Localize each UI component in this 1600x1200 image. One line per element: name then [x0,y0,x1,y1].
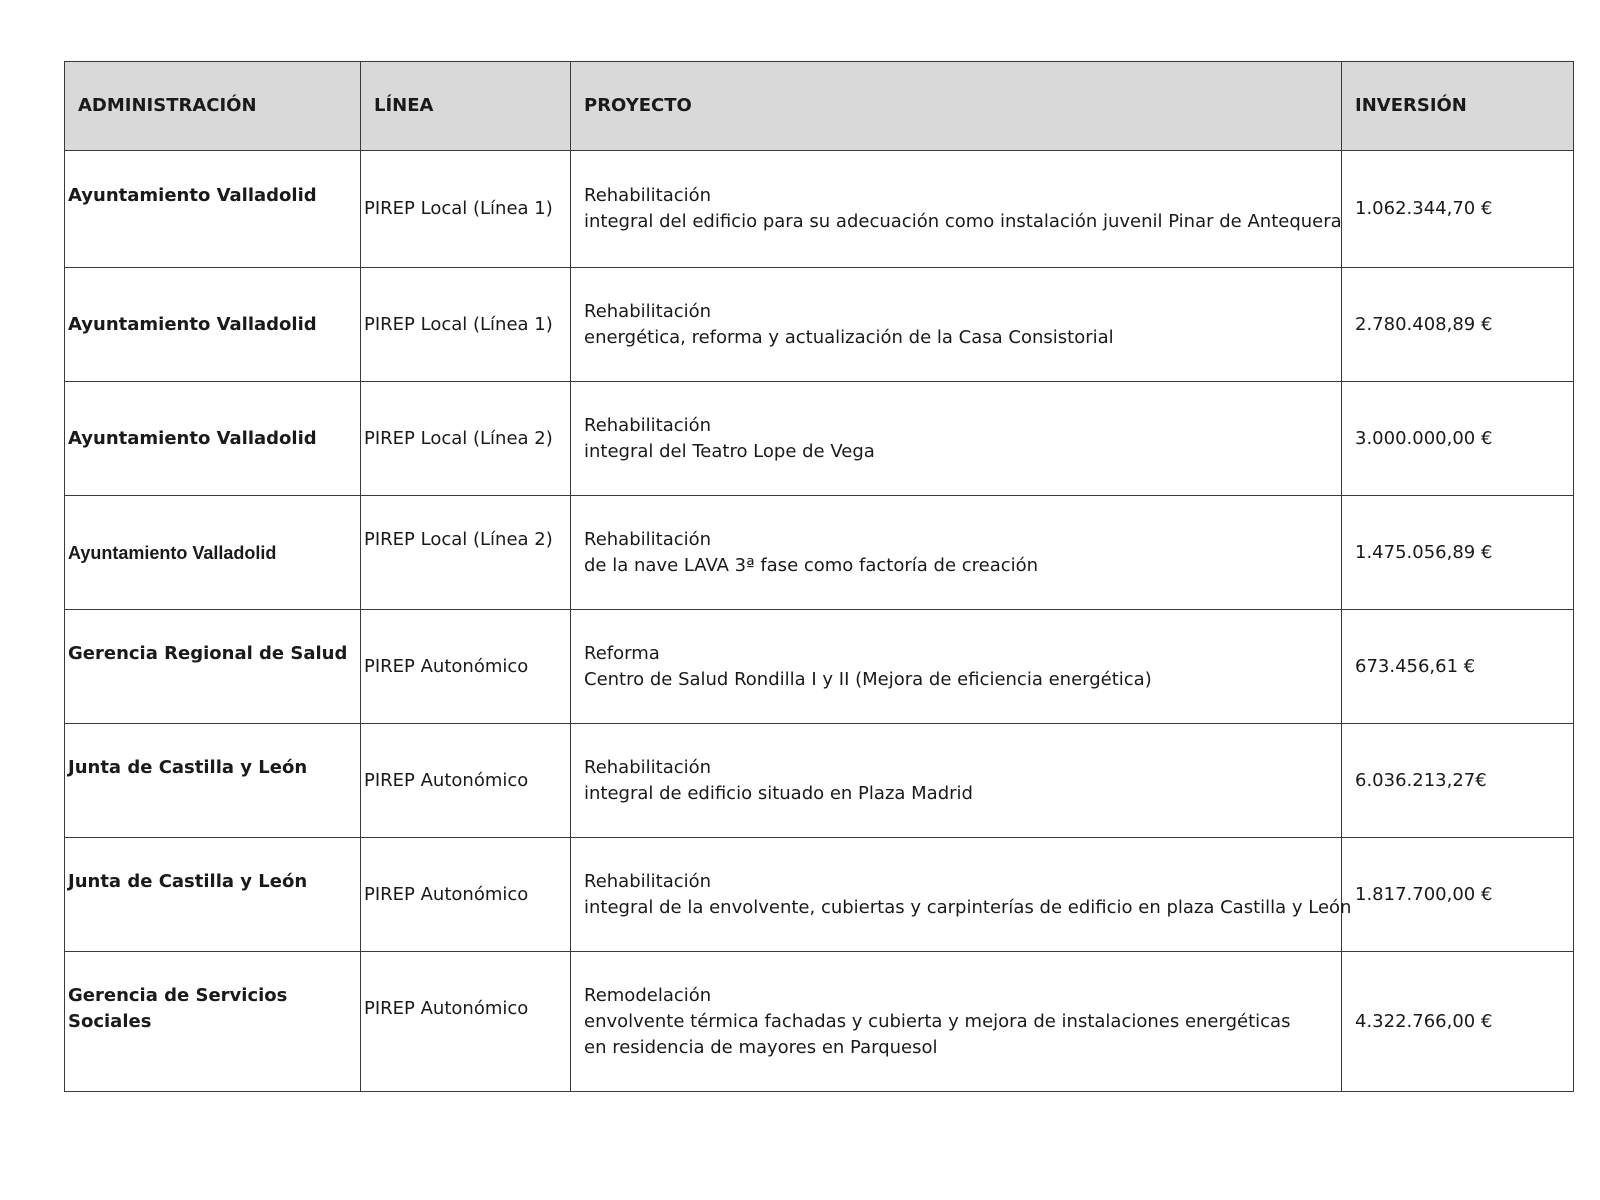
cell-administracion: Gerencia Regional de Salud [65,610,361,724]
cell-linea: PIREP Local (Línea 1) [361,268,571,382]
cell-proyecto [571,610,1342,724]
proyecto-line: Rehabilitación [584,300,712,322]
cell-proyecto [571,268,1342,382]
proyecto-line: integral de la envolvente, cubiertas y carpinterías de edificio en plaza Castilla y León [584,896,1352,918]
proyecto-line: integral del Teatro Lope de Vega [584,440,875,462]
table-row [65,610,1574,724]
header-inversion: INVERSIÓN [1342,62,1574,151]
table-row [65,151,1574,268]
header-proyecto: PROYECTO [571,62,1342,151]
cell-inversion: 4.322.766,00 € [1342,952,1574,1092]
cell-proyecto [571,724,1342,838]
investment-table [64,61,1574,1092]
proyecto-line: Rehabilitación [584,756,712,778]
proyecto-line: integral de edificio situado en Plaza Madrid [584,782,973,804]
proyecto-line: Centro de Salud Rondilla I y II (Mejora de eficiencia energética) [584,668,1152,690]
proyecto-line: envolvente térmica fachadas y cubierta y mejora de instalaciones energéticas [584,1010,1291,1032]
cell-administracion: Ayuntamiento Valladolid [65,268,361,382]
cell-inversion: 3.000.000,00 € [1342,382,1574,496]
cell-linea: PIREP Autonómico [361,838,571,952]
cell-linea: PIREP Local (Línea 2) [361,496,571,610]
cell-inversion: 2.780.408,89 € [1342,268,1574,382]
table-row [65,268,1574,382]
proyecto-line: Rehabilitación [584,185,712,206]
table-row [65,952,1574,1092]
cell-proyecto [571,838,1352,952]
cell-proyecto [571,952,1342,1092]
proyecto-line: Remodelación [584,984,712,1006]
proyecto-line: Reforma [584,642,660,664]
header-linea: LÍNEA [361,62,571,151]
proyecto-line: Rehabilitación [584,870,712,892]
cell-administracion: Gerencia de Servicios Sociales [65,952,361,1092]
cell-inversion: 6.036.213,27€ [1342,724,1574,838]
cell-administracion: Ayuntamiento Valladolid [65,496,361,610]
cell-proyecto [571,151,1342,268]
cell-inversion: 1.062.344,70 € [1342,151,1574,268]
proyecto-line: energética, reforma y actualización de la Casa Consistorial [584,326,1114,348]
cell-administracion: Junta de Castilla y León [65,724,361,838]
cell-linea: PIREP Autonómico [361,952,571,1092]
proyecto-line: Rehabilitación [584,528,712,550]
cell-proyecto [571,496,1342,610]
cell-inversion: 1.475.056,89 € [1342,496,1574,610]
cell-inversion: 1.817.700,00 € [1342,838,1574,952]
proyecto-line: Rehabilitación [584,414,712,436]
cell-linea: PIREP Autonómico [361,724,571,838]
cell-linea: PIREP Autonómico [361,610,571,724]
cell-administracion: Junta de Castilla y León [65,838,361,952]
table-row [65,724,1574,838]
cell-inversion: 673.456,61 € [1342,610,1574,724]
cell-proyecto [571,382,1342,496]
table-row [65,382,1574,496]
cell-administracion: Ayuntamiento Valladolid [65,151,361,268]
table-row [65,496,1574,610]
cell-administracion: Ayuntamiento Valladolid [65,382,361,496]
proyecto-line: integral del edificio para su adecuación como instalación juvenil Pinar de Antequera [584,211,1342,232]
cell-linea: PIREP Local (Línea 2) [361,382,571,496]
table-row [65,838,1574,952]
cell-linea: PIREP Local (Línea 1) [361,151,571,268]
header-administracion: ADMINISTRACIÓN [65,62,361,151]
proyecto-line: en residencia de mayores en Parquesol [584,1036,938,1058]
proyecto-line: de la nave LAVA 3ª fase como factoría de creación [584,554,1039,576]
header-row [65,62,1574,151]
